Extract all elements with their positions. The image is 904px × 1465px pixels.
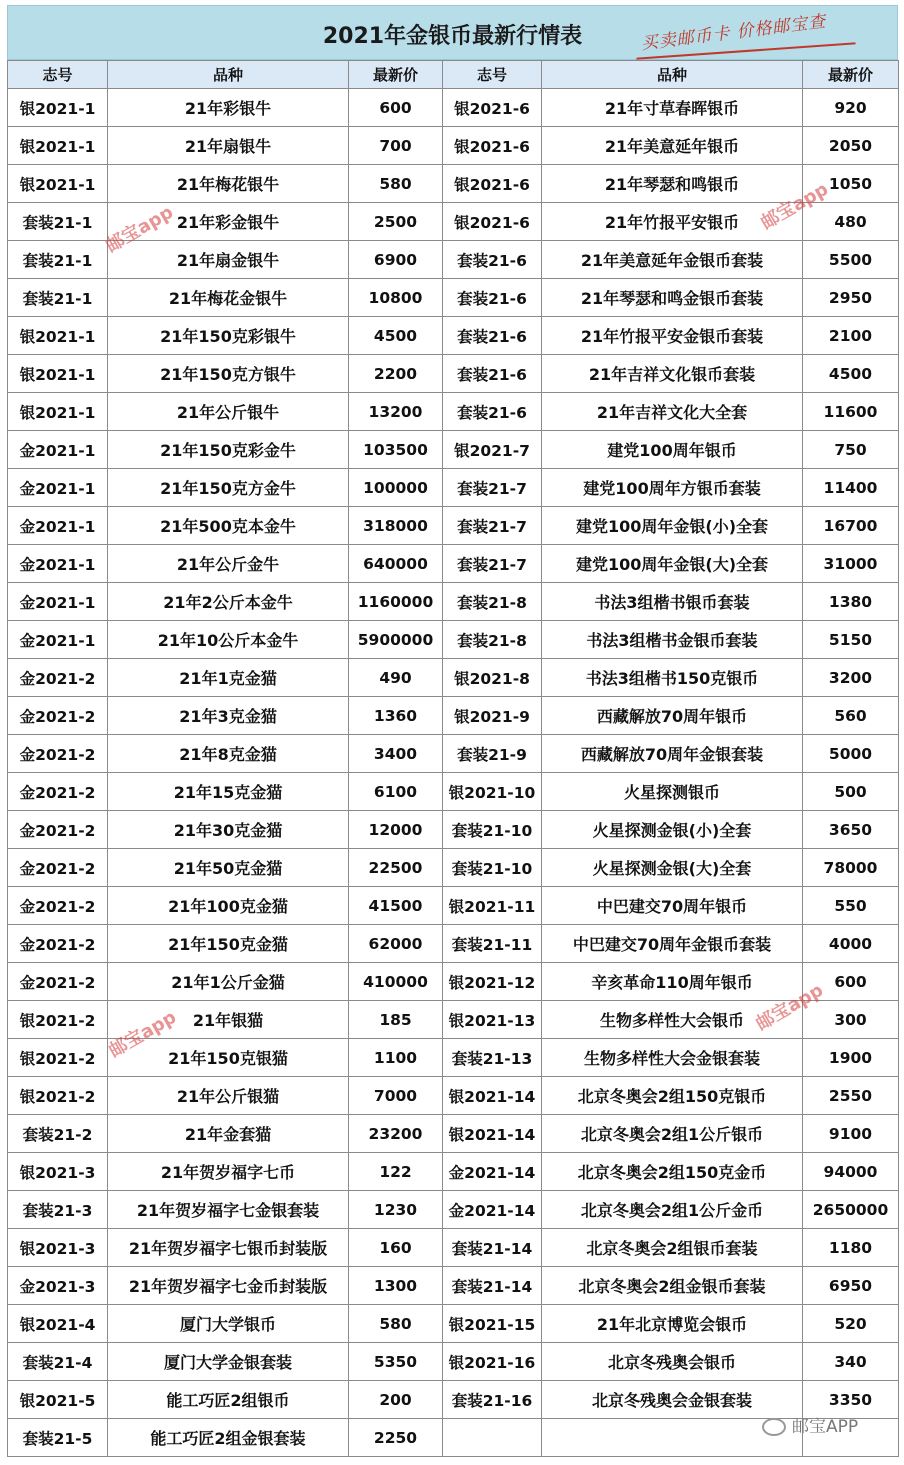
price-cell: 103500 <box>349 431 443 469</box>
price-cell: 2050 <box>803 127 899 165</box>
name-cell: 21年15克金猫 <box>108 773 349 811</box>
table-row <box>8 1077 899 1115</box>
price-cell: 5900000 <box>349 621 443 659</box>
price-cell: 12000 <box>349 811 443 849</box>
name-cell: 北京冬奥会2组1公斤金币 <box>542 1191 803 1229</box>
table-row <box>8 279 899 317</box>
price-cell: 318000 <box>349 507 443 545</box>
name-cell: 21年扇金银牛 <box>108 241 349 279</box>
price-cell: 13200 <box>349 393 443 431</box>
price-cell: 11600 <box>803 393 899 431</box>
table-row <box>8 925 899 963</box>
column-header-price-right: 最新价 <box>803 61 899 89</box>
name-cell: 北京冬残奥会金银套装 <box>542 1381 803 1419</box>
price-cell: 4500 <box>803 355 899 393</box>
name-cell: 能工巧匠2组金银套装 <box>108 1419 349 1457</box>
table-row <box>8 963 899 1001</box>
name-cell: 辛亥革命110周年银币 <box>542 963 803 1001</box>
table-row <box>8 849 899 887</box>
name-cell: 北京冬奥会2组银币套装 <box>542 1229 803 1267</box>
code-cell: 套装21-10 <box>443 811 542 849</box>
name-cell: 21年贺岁福字七金币封装版 <box>108 1267 349 1305</box>
table-body <box>8 89 899 1457</box>
name-cell: 21年3克金猫 <box>108 697 349 735</box>
price-cell: 16700 <box>803 507 899 545</box>
code-cell: 金2021-2 <box>8 963 108 1001</box>
code-cell: 银2021-12 <box>443 963 542 1001</box>
name-cell: 西藏解放70周年银币 <box>542 697 803 735</box>
name-cell: 生物多样性大会金银套装 <box>542 1039 803 1077</box>
price-cell: 480 <box>803 203 899 241</box>
table-row <box>8 165 899 203</box>
price-cell: 6900 <box>349 241 443 279</box>
code-cell <box>443 1419 542 1457</box>
price-cell: 1160000 <box>349 583 443 621</box>
price-cell: 2500 <box>349 203 443 241</box>
code-cell: 金2021-2 <box>8 887 108 925</box>
price-cell: 580 <box>349 1305 443 1343</box>
code-cell: 金2021-1 <box>8 583 108 621</box>
price-cell: 9100 <box>803 1115 899 1153</box>
price-cell: 185 <box>349 1001 443 1039</box>
title-bar <box>7 5 898 60</box>
code-cell: 银2021-1 <box>8 317 108 355</box>
code-cell: 银2021-2 <box>8 1077 108 1115</box>
name-cell: 21年吉祥文化大全套 <box>542 393 803 431</box>
watermark: 邮宝app <box>757 178 832 234</box>
table-row <box>8 659 899 697</box>
name-cell: 21年2公斤本金牛 <box>108 583 349 621</box>
code-cell: 套装21-13 <box>443 1039 542 1077</box>
page-title: 2021年金银币最新行情表 <box>322 24 583 49</box>
price-cell: 1230 <box>349 1191 443 1229</box>
name-cell: 北京冬奥会2组1公斤银币 <box>542 1115 803 1153</box>
table-row <box>8 1229 899 1267</box>
table-row <box>8 507 899 545</box>
table-row <box>8 545 899 583</box>
code-cell: 套装21-8 <box>443 621 542 659</box>
name-cell: 21年150克彩金牛 <box>108 431 349 469</box>
code-cell: 金2021-2 <box>8 849 108 887</box>
price-cell: 6950 <box>803 1267 899 1305</box>
price-cell: 100000 <box>349 469 443 507</box>
price-cell: 200 <box>349 1381 443 1419</box>
code-cell: 套装21-1 <box>8 241 108 279</box>
price-cell: 1180 <box>803 1229 899 1267</box>
name-cell: 21年银猫 <box>108 1001 349 1039</box>
table-row <box>8 393 899 431</box>
price-sheet <box>7 5 898 1457</box>
footer-logo-text: 邮宝APP <box>792 1417 859 1437</box>
code-cell: 银2021-3 <box>8 1153 108 1191</box>
name-cell: 厦门大学金银套装 <box>108 1343 349 1381</box>
code-cell: 银2021-10 <box>443 773 542 811</box>
table-row <box>8 317 899 355</box>
name-cell: 书法3组楷书150克银币 <box>542 659 803 697</box>
name-cell: 北京冬奥会2组150克金币 <box>542 1153 803 1191</box>
name-cell: 21年竹报平安金银币套装 <box>542 317 803 355</box>
price-cell: 2550 <box>803 1077 899 1115</box>
column-header-price-left: 最新价 <box>349 61 443 89</box>
price-cell: 5500 <box>803 241 899 279</box>
price-cell: 3350 <box>803 1381 899 1419</box>
price-cell: 920 <box>803 89 899 127</box>
name-cell: 21年150克方银牛 <box>108 355 349 393</box>
name-cell: 21年彩银牛 <box>108 89 349 127</box>
column-header-code-left: 志号 <box>8 61 108 89</box>
table-row <box>8 1191 899 1229</box>
name-cell: 21年琴瑟和鸣金银币套装 <box>542 279 803 317</box>
code-cell: 银2021-2 <box>8 1001 108 1039</box>
name-cell: 建党100周年金银(小)全套 <box>542 507 803 545</box>
price-cell: 11400 <box>803 469 899 507</box>
table-header-row <box>8 61 899 89</box>
price-cell: 700 <box>349 127 443 165</box>
code-cell: 金2021-3 <box>8 1267 108 1305</box>
code-cell: 套装21-4 <box>8 1343 108 1381</box>
table-row <box>8 887 899 925</box>
code-cell: 银2021-2 <box>8 1039 108 1077</box>
table-row <box>8 811 899 849</box>
code-cell: 银2021-11 <box>443 887 542 925</box>
name-cell: 21年10公斤本金牛 <box>108 621 349 659</box>
price-cell: 3650 <box>803 811 899 849</box>
code-cell: 套装21-14 <box>443 1267 542 1305</box>
code-cell: 金2021-14 <box>443 1191 542 1229</box>
name-cell: 中巴建交70周年金银币套装 <box>542 925 803 963</box>
slogan-stamp: 买卖邮币卡 价格邮宝查 <box>639 11 828 55</box>
table-row <box>8 203 899 241</box>
code-cell: 银2021-14 <box>443 1077 542 1115</box>
code-cell: 银2021-3 <box>8 1229 108 1267</box>
table-row <box>8 735 899 773</box>
code-cell: 金2021-2 <box>8 811 108 849</box>
code-cell: 套装21-11 <box>443 925 542 963</box>
watermark: 邮宝app <box>102 201 177 257</box>
name-cell: 21年1公斤金猫 <box>108 963 349 1001</box>
code-cell: 银2021-1 <box>8 165 108 203</box>
price-cell: 23200 <box>349 1115 443 1153</box>
table-row <box>8 355 899 393</box>
table-row <box>8 621 899 659</box>
code-cell: 金2021-2 <box>8 735 108 773</box>
price-cell: 10800 <box>349 279 443 317</box>
code-cell: 套装21-6 <box>443 317 542 355</box>
table-row <box>8 431 899 469</box>
code-cell: 套装21-6 <box>443 355 542 393</box>
name-cell: 21年扇银牛 <box>108 127 349 165</box>
code-cell: 金2021-2 <box>8 773 108 811</box>
name-cell: 书法3组楷书金银币套装 <box>542 621 803 659</box>
name-cell: 厦门大学银币 <box>108 1305 349 1343</box>
name-cell: 21年1克金猫 <box>108 659 349 697</box>
price-cell: 4500 <box>349 317 443 355</box>
name-cell: 21年500克本金牛 <box>108 507 349 545</box>
price-cell: 500 <box>803 773 899 811</box>
name-cell: 北京冬奥会2组150克银币 <box>542 1077 803 1115</box>
name-cell: 西藏解放70周年金银套装 <box>542 735 803 773</box>
price-cell: 2200 <box>349 355 443 393</box>
code-cell: 套装21-5 <box>8 1419 108 1457</box>
name-cell: 21年50克金猫 <box>108 849 349 887</box>
code-cell: 套装21-6 <box>443 393 542 431</box>
price-cell: 1100 <box>349 1039 443 1077</box>
price-cell: 410000 <box>349 963 443 1001</box>
table-row <box>8 697 899 735</box>
price-cell: 2650000 <box>803 1191 899 1229</box>
code-cell: 套装21-7 <box>443 469 542 507</box>
code-cell: 套装21-16 <box>443 1381 542 1419</box>
code-cell: 金2021-1 <box>8 431 108 469</box>
name-cell: 火星探测银币 <box>542 773 803 811</box>
code-cell: 银2021-14 <box>443 1115 542 1153</box>
table-row <box>8 1001 899 1039</box>
name-cell: 21年琴瑟和鸣银币 <box>542 165 803 203</box>
code-cell: 银2021-6 <box>443 127 542 165</box>
code-cell: 银2021-4 <box>8 1305 108 1343</box>
code-cell: 套装21-3 <box>8 1191 108 1229</box>
code-cell: 金2021-1 <box>8 545 108 583</box>
code-cell: 套装21-9 <box>443 735 542 773</box>
name-cell: 生物多样性大会银币 <box>542 1001 803 1039</box>
name-cell: 21年贺岁福字七币 <box>108 1153 349 1191</box>
table-row <box>8 127 899 165</box>
code-cell: 套装21-1 <box>8 203 108 241</box>
price-cell: 6100 <box>349 773 443 811</box>
table-row <box>8 1153 899 1191</box>
watermark: 邮宝app <box>752 979 827 1035</box>
name-cell: 21年吉祥文化银币套装 <box>542 355 803 393</box>
price-cell: 1380 <box>803 583 899 621</box>
code-cell: 银2021-7 <box>443 431 542 469</box>
name-cell: 21年竹报平安银币 <box>542 203 803 241</box>
price-cell: 31000 <box>803 545 899 583</box>
name-cell: 21年公斤银猫 <box>108 1077 349 1115</box>
code-cell: 金2021-1 <box>8 469 108 507</box>
code-cell: 套装21-6 <box>443 241 542 279</box>
code-cell: 银2021-16 <box>443 1343 542 1381</box>
price-cell: 1360 <box>349 697 443 735</box>
name-cell: 21年150克银猫 <box>108 1039 349 1077</box>
code-cell: 套装21-10 <box>443 849 542 887</box>
code-cell: 金2021-1 <box>8 507 108 545</box>
table-row <box>8 89 899 127</box>
code-cell: 金2021-2 <box>8 659 108 697</box>
price-cell: 94000 <box>803 1153 899 1191</box>
name-cell: 北京冬奥会2组金银币套装 <box>542 1267 803 1305</box>
price-cell: 5150 <box>803 621 899 659</box>
name-cell: 21年30克金猫 <box>108 811 349 849</box>
table-row <box>8 469 899 507</box>
name-cell: 21年梅花金银牛 <box>108 279 349 317</box>
name-cell: 书法3组楷书银币套装 <box>542 583 803 621</box>
footer-logo <box>762 1412 858 1437</box>
code-cell: 金2021-2 <box>8 697 108 735</box>
code-cell: 银2021-6 <box>443 89 542 127</box>
code-cell: 套装21-7 <box>443 545 542 583</box>
price-cell: 1300 <box>349 1267 443 1305</box>
code-cell: 银2021-5 <box>8 1381 108 1419</box>
price-cell: 2250 <box>349 1419 443 1457</box>
code-cell: 套装21-14 <box>443 1229 542 1267</box>
price-cell: 490 <box>349 659 443 697</box>
column-header-name-left: 品种 <box>108 61 349 89</box>
price-cell: 550 <box>803 887 899 925</box>
name-cell: 21年梅花银牛 <box>108 165 349 203</box>
column-header-name-right: 品种 <box>542 61 803 89</box>
price-cell: 600 <box>803 963 899 1001</box>
price-cell: 3400 <box>349 735 443 773</box>
price-cell: 600 <box>349 89 443 127</box>
code-cell: 银2021-6 <box>443 165 542 203</box>
price-cell: 340 <box>803 1343 899 1381</box>
price-table <box>7 60 899 1457</box>
table-row <box>8 583 899 621</box>
wechat-icon <box>762 1418 786 1436</box>
price-cell: 2950 <box>803 279 899 317</box>
price-cell: 7000 <box>349 1077 443 1115</box>
price-cell: 5000 <box>803 735 899 773</box>
table-row <box>8 1039 899 1077</box>
price-cell: 2100 <box>803 317 899 355</box>
price-cell: 41500 <box>349 887 443 925</box>
price-cell: 750 <box>803 431 899 469</box>
code-cell: 银2021-1 <box>8 393 108 431</box>
code-cell: 金2021-1 <box>8 621 108 659</box>
name-cell: 21年公斤银牛 <box>108 393 349 431</box>
code-cell: 银2021-13 <box>443 1001 542 1039</box>
code-cell: 银2021-1 <box>8 89 108 127</box>
price-cell: 5350 <box>349 1343 443 1381</box>
code-cell: 套装21-1 <box>8 279 108 317</box>
name-cell: 火星探测金银(小)全套 <box>542 811 803 849</box>
name-cell: 21年贺岁福字七银币封装版 <box>108 1229 349 1267</box>
price-cell: 1050 <box>803 165 899 203</box>
name-cell: 建党100周年银币 <box>542 431 803 469</box>
price-cell: 62000 <box>349 925 443 963</box>
name-cell: 21年150克金猫 <box>108 925 349 963</box>
code-cell: 银2021-9 <box>443 697 542 735</box>
code-cell: 银2021-15 <box>443 1305 542 1343</box>
name-cell: 21年150克彩银牛 <box>108 317 349 355</box>
name-cell: 21年美意延年金银币套装 <box>542 241 803 279</box>
table-row <box>8 1267 899 1305</box>
price-cell: 122 <box>349 1153 443 1191</box>
name-cell: 建党100周年金银(大)全套 <box>542 545 803 583</box>
code-cell: 套装21-6 <box>443 279 542 317</box>
name-cell: 21年金套猫 <box>108 1115 349 1153</box>
code-cell: 银2021-6 <box>443 203 542 241</box>
name-cell: 21年150克方金牛 <box>108 469 349 507</box>
price-cell: 560 <box>803 697 899 735</box>
price-cell: 4000 <box>803 925 899 963</box>
watermark: 邮宝app <box>105 1006 180 1062</box>
name-cell: 21年贺岁福字七金银套装 <box>108 1191 349 1229</box>
name-cell: 21年美意延年银币 <box>542 127 803 165</box>
price-cell: 1900 <box>803 1039 899 1077</box>
price-cell: 78000 <box>803 849 899 887</box>
name-cell: 能工巧匠2组银币 <box>108 1381 349 1419</box>
price-cell: 640000 <box>349 545 443 583</box>
code-cell: 套装21-7 <box>443 507 542 545</box>
name-cell: 21年彩金银牛 <box>108 203 349 241</box>
table-row <box>8 1115 899 1153</box>
price-cell: 300 <box>803 1001 899 1039</box>
name-cell: 中巴建交70周年银币 <box>542 887 803 925</box>
name-cell: 建党100周年方银币套装 <box>542 469 803 507</box>
price-cell: 520 <box>803 1305 899 1343</box>
code-cell: 银2021-1 <box>8 355 108 393</box>
column-header-code-right: 志号 <box>443 61 542 89</box>
table-row <box>8 773 899 811</box>
table-row <box>8 241 899 279</box>
name-cell: 北京冬残奥会银币 <box>542 1343 803 1381</box>
code-cell: 套装21-8 <box>443 583 542 621</box>
price-cell: 580 <box>349 165 443 203</box>
code-cell: 金2021-2 <box>8 925 108 963</box>
name-cell: 21年8克金猫 <box>108 735 349 773</box>
table-row <box>8 1343 899 1381</box>
name-cell: 21年100克金猫 <box>108 887 349 925</box>
code-cell: 银2021-8 <box>443 659 542 697</box>
name-cell: 21年公斤金牛 <box>108 545 349 583</box>
price-cell: 160 <box>349 1229 443 1267</box>
price-cell: 3200 <box>803 659 899 697</box>
code-cell: 金2021-14 <box>443 1153 542 1191</box>
code-cell: 银2021-1 <box>8 127 108 165</box>
table-row <box>8 1305 899 1343</box>
code-cell: 套装21-2 <box>8 1115 108 1153</box>
name-cell: 火星探测金银(大)全套 <box>542 849 803 887</box>
name-cell: 21年北京博览会银币 <box>542 1305 803 1343</box>
name-cell: 21年寸草春晖银币 <box>542 89 803 127</box>
price-cell: 22500 <box>349 849 443 887</box>
